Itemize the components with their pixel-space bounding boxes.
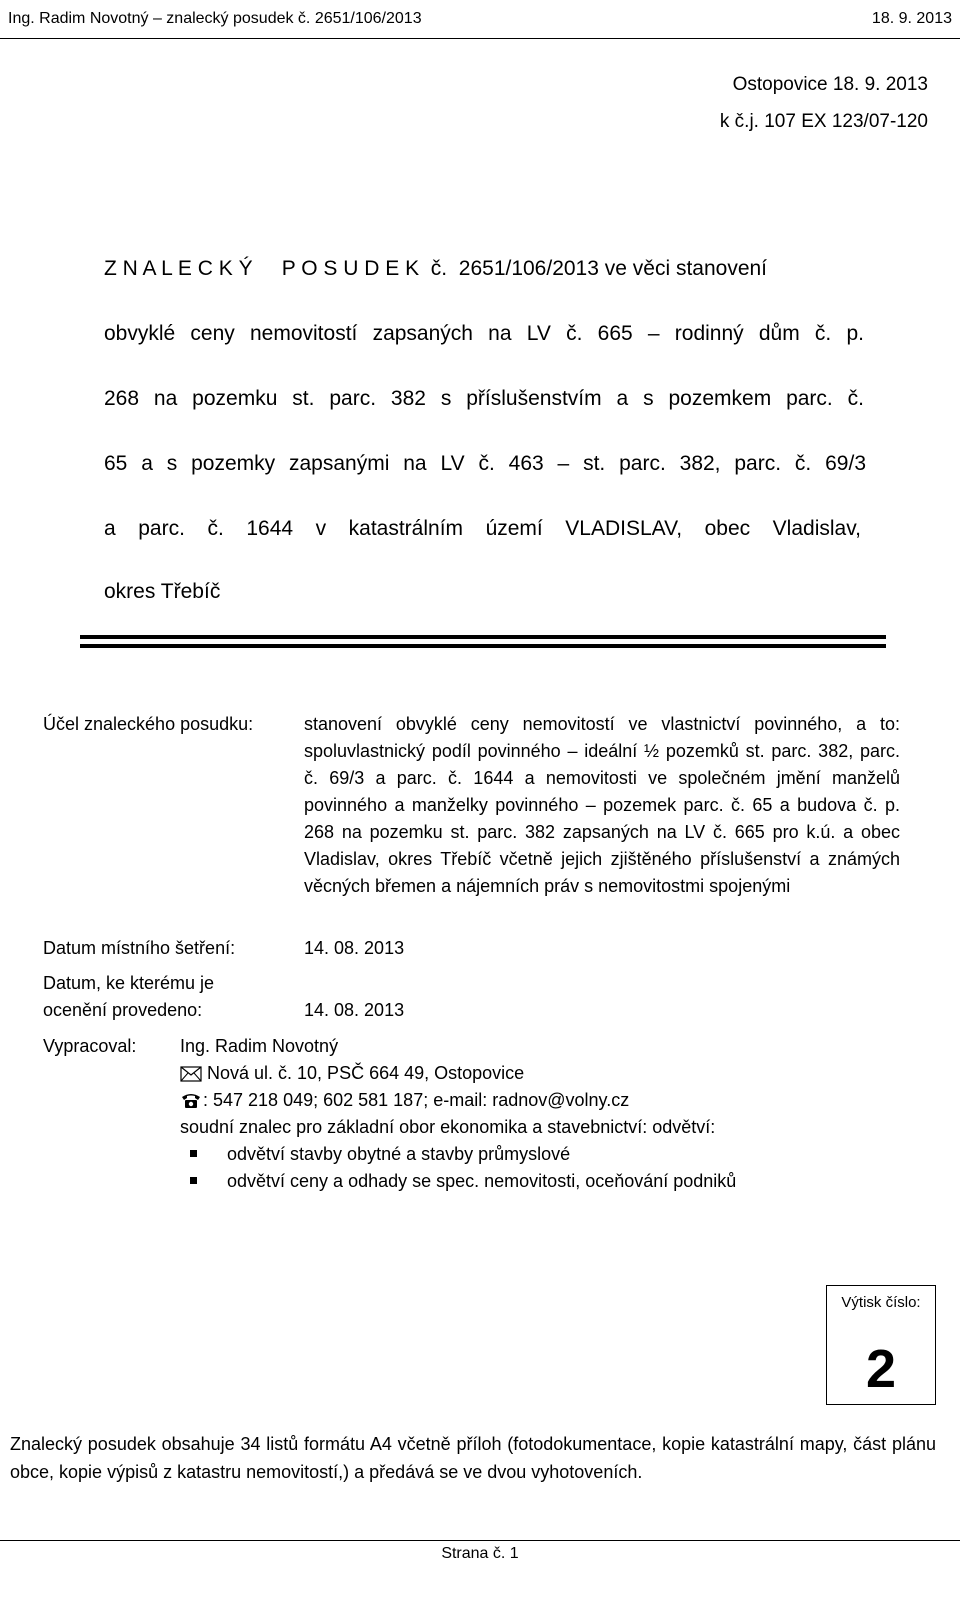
title-line: obvyklé ceny nemovitostí zapsaných na LV č. 665 – rodinný dům č. p. [104, 322, 864, 345]
author-address: Nová ul. č. 10, PSČ 664 49, Ostopovice [207, 1063, 525, 1083]
purpose-text: stanovení obvyklé ceny nemovitostí ve vlastnictví povinného, a to: spoluvlastnický podíl povinného – ideální ½ pozemků st. parc. 382, parc. č. 69/3 a parc. č. 1644 a nemovitosti ve společném jmění manželů povinného a manželky povinného – pozemek parc. č. 65 a budova č. p. 268 na pozemku st. parc. 382 zapsaných na LV č. 665 pro k.ú. a obec Vladislav, okres Třebíč včetně jejich zjištěného příslušenství a známých věcných břemen a nájemních práv s nemovitostmi spojenými [304, 714, 900, 896]
field-item: odvětví ceny a odhady se spec. nemovitosti, oceňování podniků [227, 1171, 737, 1191]
title-line: 65 a s pozemky zapsanými na LV č. 463 – st. parc. 382, parc. č. 69/3 [104, 452, 866, 475]
title-line: okres Třebíč [104, 580, 221, 603]
running-header [0, 0, 960, 39]
divider-top [80, 635, 886, 639]
author-contact: : 547 218 049; 602 581 187; e-mail: radnov@volny.cz [203, 1090, 630, 1110]
author-name: Ing. Radim Novotný [180, 1036, 339, 1056]
footer-divider [0, 1540, 960, 1541]
copy-number: 2 [865, 1339, 897, 1399]
divider-bottom [80, 644, 886, 648]
copy-number-label: Výtisk číslo: [841, 1294, 921, 1311]
page-number: Strana č. 1 [441, 1545, 519, 1562]
header-date: 18. 9. 2013 [871, 10, 952, 27]
bullet-icon [190, 1150, 197, 1157]
place-date: Ostopovice 18. 9. 2013 [732, 74, 928, 95]
title-line: a parc. č. 1644 v katastrálním území VLADISLAV, obec Vladislav, [104, 517, 861, 540]
valuation-date-value: 14. 08. 2013 [304, 1000, 405, 1020]
phone-icon [180, 1091, 202, 1114]
case-reference: k č.j. 107 EX 123/07-120 [719, 111, 928, 132]
author-label: Vypracoval: [43, 1036, 137, 1056]
valuation-date-label-1: Datum, ke kterému je [43, 973, 215, 993]
purpose-label: Účel znaleckého posudku: [43, 714, 254, 734]
bullet-icon [190, 1177, 197, 1184]
document-contents-note: Znalecký posudek obsahuje 34 listů formátu A4 včetně příloh (fotodokumentace, kopie katastrální mapy, část plánu obce, kopie výpisů z katastru nemovitostí,) a předává se ve dvou vyhotoveních. [10, 1434, 936, 1482]
inspection-date-value: 14. 08. 2013 [304, 938, 405, 958]
author-role: soudní znalec pro základní obor ekonomika a stavebnictví: odvětví: [180, 1117, 716, 1137]
envelope-icon [180, 1066, 202, 1087]
field-item: odvětví stavby obytné a stavby průmyslové [227, 1144, 571, 1164]
valuation-date-label-2: ocenění provedeno: [43, 1000, 203, 1020]
inspection-date-label: Datum místního šetření: [43, 938, 236, 958]
copy-number-box [826, 1285, 936, 1405]
title-line: Z N A L E C K Ý P O S U D E K č. 2651/106/2013 ve věci stanovení [104, 257, 768, 280]
title-line: 268 na pozemku st. parc. 382 s příslušenstvím a s pozemkem parc. č. [104, 387, 864, 410]
header-title: Ing. Radim Novotný – znalecký posudek č. 2651/106/2013 [8, 10, 422, 27]
